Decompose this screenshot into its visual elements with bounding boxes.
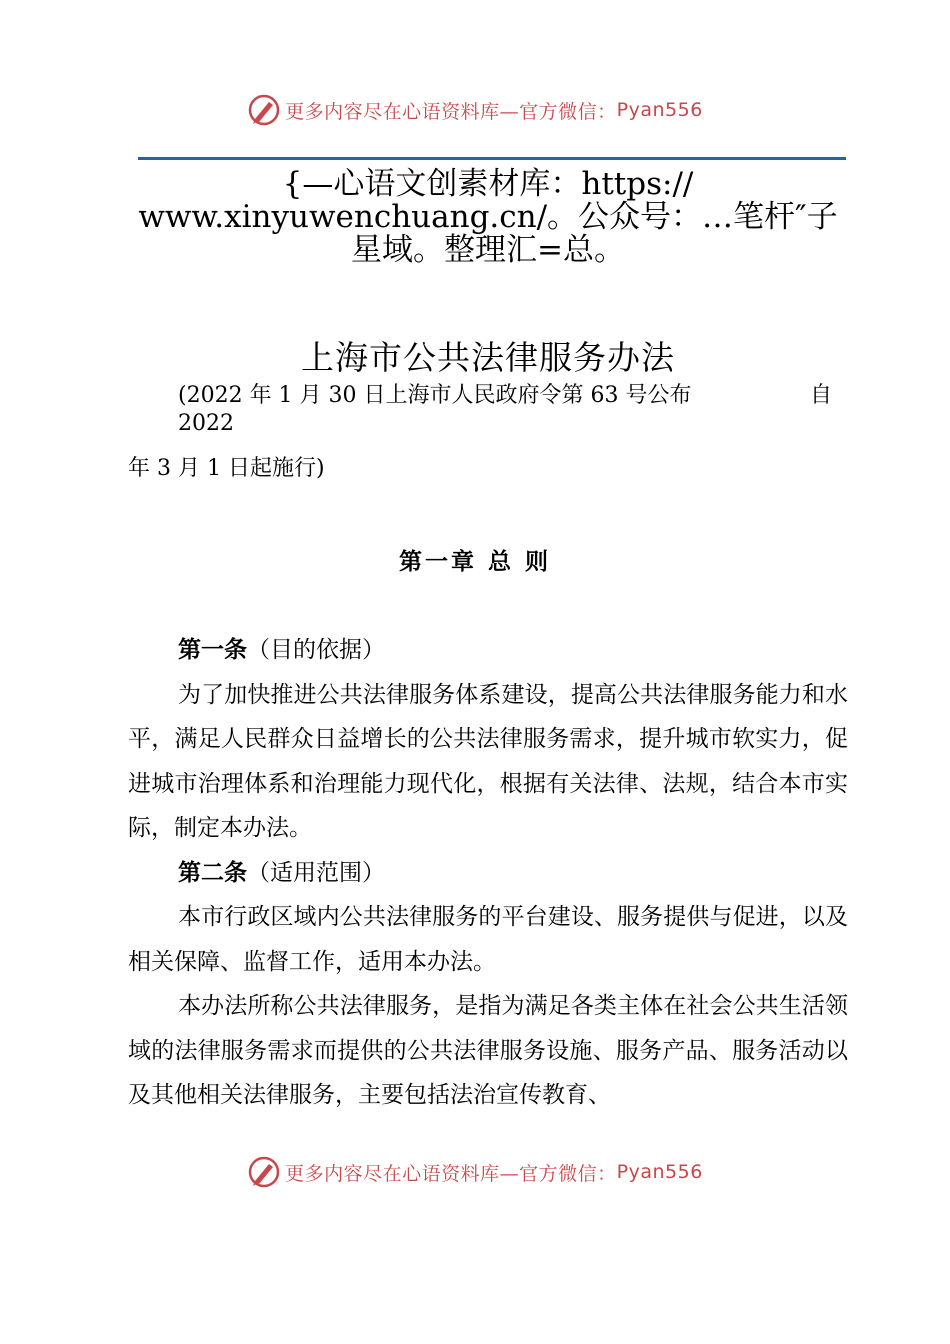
article-number: 第一条 (178, 637, 247, 663)
source-header (128, 168, 848, 267)
document-title: 上海市公共法律服务办法 (301, 338, 675, 377)
chapter-heading: 第一章 总 则 (398, 549, 551, 575)
watermark-wechat-id: Pyan556 (616, 1161, 703, 1183)
source-header-line-3: 星域。整理汇=总。 (351, 232, 625, 268)
document-body (128, 628, 848, 1118)
publication-note-line-1-end: 自 (810, 383, 833, 408)
article-heading (128, 851, 848, 896)
pen-logo-icon (247, 1155, 281, 1189)
publication-note-line-1: (2022 年 1 月 30 日上海市人民政府令第 63 号公布 (178, 383, 692, 408)
source-header-line-2: www.xinyuwenchuang.cn/。公众号：…笔杆″子 (138, 199, 838, 235)
watermark-text: 更多内容尽在心语资料库—官方微信： (285, 100, 617, 123)
article-paragraph: 本办法所称公共法律服务，是指为满足各类主体在社会公共生活领域的法律服务需求而提供的公共法律服务设施、服务产品、服务活动以及其他相关法律服务，主要包括法治宣传教育、 (128, 993, 848, 1108)
publication-note-line-3: 年 3 月 1 日起施行) (128, 456, 325, 481)
watermark-banner-top (0, 88, 950, 132)
article-paragraph: 本市行政区域内公共法律服务的平台建设、服务提供与促进，以及相关保障、监督工作，适用本办法。 (128, 904, 848, 975)
publication-note-line-2: 2022 (178, 411, 234, 436)
watermark-wechat-id: Pyan556 (616, 99, 703, 121)
article-paragraph: 为了加快推进公共法律服务体系建设，提高公共法律服务能力和水平，满足人民群众日益增长的公共法律服务需求，提升城市软实力，促进城市治理体系和治理能力现代化，根据有关法律、法规，结合本市实际，制定本办法。 (128, 681, 848, 841)
watermark-banner-bottom (0, 1150, 950, 1194)
article-heading (128, 628, 848, 673)
article-subject: （适用范围） (247, 859, 385, 886)
watermark-text: 更多内容尽在心语资料库—官方微信： (285, 1162, 617, 1185)
article-subject: （目的依据） (247, 637, 385, 663)
source-header-line-1: {—心语文创素材库：https:// (282, 166, 694, 202)
pen-logo-icon (247, 93, 281, 127)
header-rule (138, 157, 846, 160)
article-number: 第二条 (178, 859, 247, 886)
